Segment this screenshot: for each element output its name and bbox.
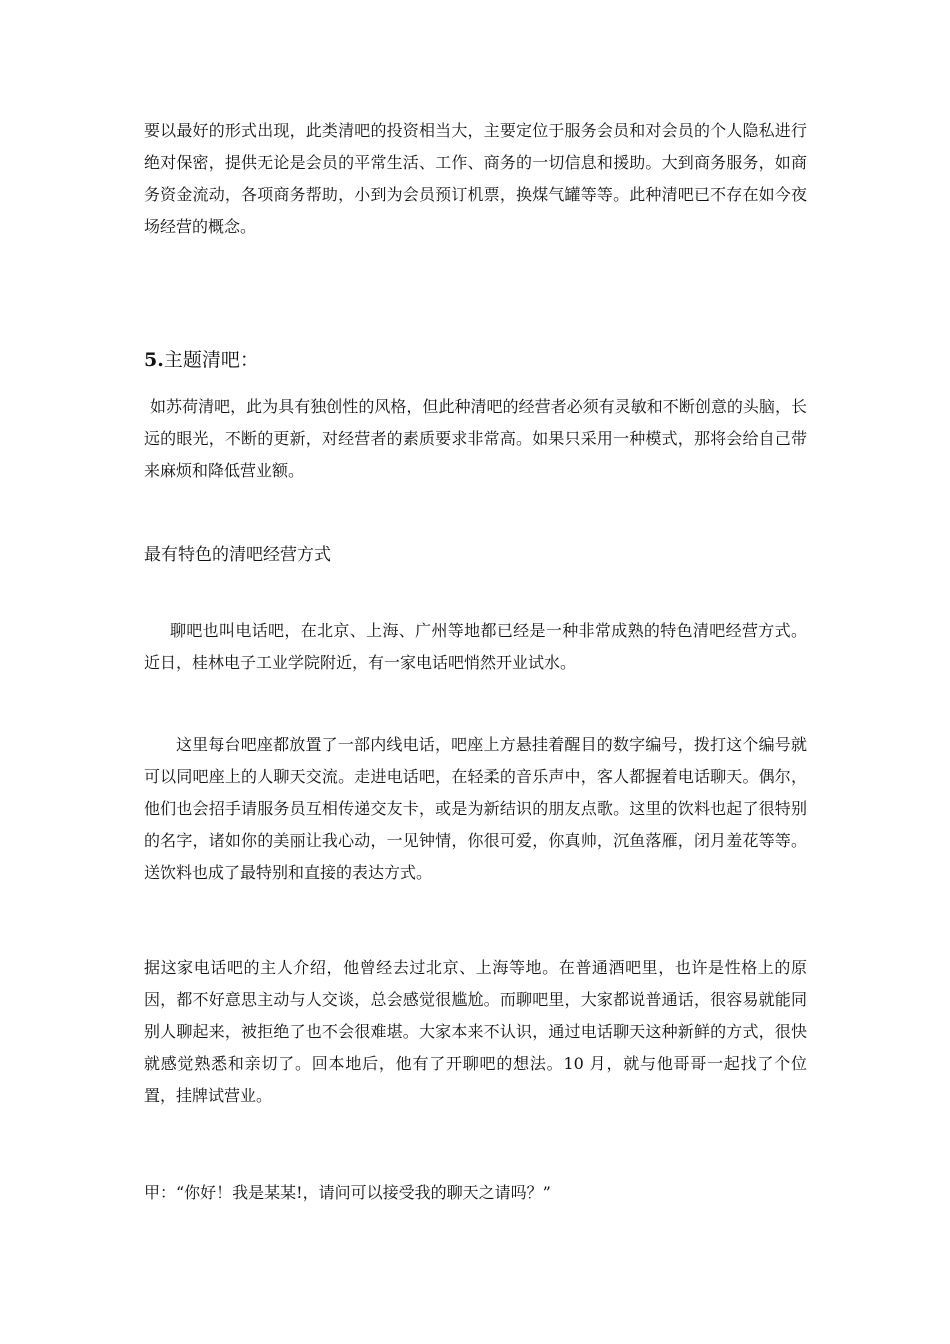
paragraph-dialogue: 甲：“你好！我是某某!，请问可以接受我的聊天之请吗？” (144, 1183, 551, 1202)
section-heading-theme-bar (144, 345, 259, 375)
subheading-special-format: 最有特色的清吧经营方式 (144, 545, 331, 565)
paragraph-private-club: 要以最好的形式出现，此类清吧的投资相当大，主要定位于服务会员和对会员的个人隐私进行绝对保密，提供无论是会员的平常生活、工作、商务的一切信息和援助。大到商务服务，如商务资金流动，各项商务帮助，小到为会员预订机票，换煤气罐等等。此种清吧已不存在如今夜场经营的概念。 (144, 121, 807, 236)
section-number: 5. (144, 349, 164, 371)
paragraph-theme-bar: 如苏荷清吧，此为具有独创性的风格，但此种清吧的经营者必须有灵敏和不断创意的头脑，长远的眼光，不断的更新，对经营者的素质要求非常高。如果只采用一种模式，那将会给自己带来麻烦和降低营业额。 (144, 397, 807, 480)
paragraph-owner-story: 据这家电话吧的主人介绍，他曾经去过北京、上海等地。在普通酒吧里，也许是性格上的原因，都不好意思主动与人交谈，总会感觉很尴尬。而聊吧里，大家都说普通话，很容易就能同别人聊起来，被拒绝了也不会很难堪。大家本来不认识，通过电话聊天这种新鲜的方式，很快就感觉熟悉和亲切了。回本地后，他有了开聊吧的想法。10 月，就与他哥哥一起找了个位置，挂牌试营业。 (144, 958, 807, 1105)
paragraph-chat-bar-intro: 聊吧也叫电话吧，在北京、上海、广州等地都已经是一种非常成熟的特色清吧经营方式。近日，桂林电子工业学院附近，有一家电话吧悄然开业试水。 (144, 621, 807, 672)
section-title: 主题清吧： (163, 349, 259, 371)
paragraph-chat-bar-description: 这里每台吧座都放置了一部内线电话，吧座上方悬挂着醒目的数字编号，拨打这个编号就可以同吧座上的人聊天交流。走进电话吧，在轻柔的音乐声中，客人都握着电话聊天。偶尔，他们也会招手请服务员互相传递交友卡，或是为新结识的朋友点歌。这里的饮料也起了很特别的名字，诸如你的美丽让我心动，一见钟情，你很可爱，你真帅，沉鱼落雁，闭月羞花等等。送饮料也成了最特别和直接的表达方式。 (144, 735, 807, 882)
